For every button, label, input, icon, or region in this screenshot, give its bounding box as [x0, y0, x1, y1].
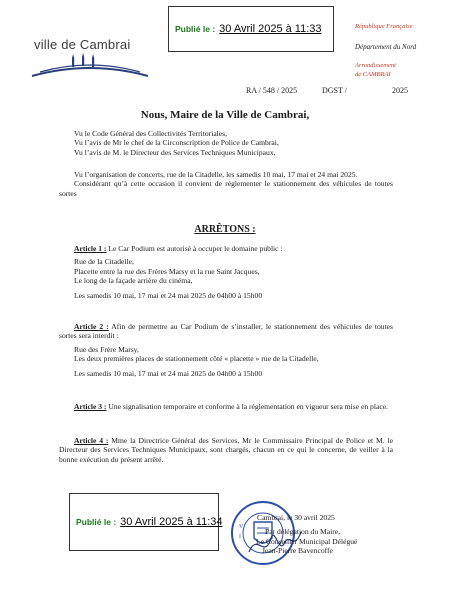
- published-date: 30 Avril 2025 à 11:33: [219, 23, 322, 35]
- signature-delegation: Par délégation du Maire,: [265, 527, 341, 537]
- visa-line: Vu le Code Général des Collectivités Territoriales,: [74, 129, 228, 138]
- article-3-heading: Article 3 :: [74, 402, 107, 411]
- svg-text:V: V: [239, 524, 244, 530]
- article-2: [59, 322, 393, 378]
- visa-line: Vu l’avis de Mr le chef de la Circonscription de Police de Cambrai,: [74, 138, 279, 148]
- visas-block: [74, 129, 404, 157]
- considerants-block: [59, 170, 393, 198]
- visa-line: Vu l’avis de M. le Directeur des Services Techniques Municipaux,: [74, 147, 276, 157]
- article-3: [59, 402, 393, 411]
- ref-service: DGST /: [322, 86, 347, 95]
- considerant-line: Considérant qu’à cette occasion il convient de réglementer le stationnement des véhicules de toutes sortes: [59, 179, 393, 198]
- article-2-line: Les deux premières places de stationnement côté « placette » rue de la Citadelle,: [74, 354, 319, 364]
- city-logo: [30, 52, 150, 78]
- article-2-line: Rue des Frère Marsy,: [74, 344, 139, 354]
- publication-stamp-bottom: [69, 493, 223, 551]
- article-1-heading: Article 1 :: [74, 244, 107, 253]
- arrondissement-label: Arrondissement de CAMBRAI: [355, 62, 396, 78]
- department-label: Département du Nord: [355, 43, 417, 51]
- signature-role: Le Conseiller Municipal Délégué: [256, 536, 358, 546]
- published-date: 30 Avril 2025 à 11:34: [120, 516, 223, 528]
- signatory-name: Jean-Pierre Bavencoffe: [262, 546, 333, 556]
- svg-text:I: I: [239, 534, 241, 540]
- signature-place-date: Cambrai, le 30 avril 2025: [257, 513, 335, 522]
- article-1-line: Placette entre la rue des Frères Marsy et la rue Saint Jacques,: [74, 266, 260, 276]
- article-1-dates: Les samedis 10 mai, 17 mai et 24 mai 2025 de 04h00 à 15h00: [74, 290, 263, 300]
- publication-stamp-top: [168, 6, 334, 52]
- published-label: Publié le :: [175, 24, 216, 34]
- article-2-dates: Les samedis 10 mai, 17 mai et 24 mai 2025 de 04h00 à 15h00: [74, 368, 263, 378]
- article-1-text: Le Car Podium est autorisé à occuper le domaine public :: [106, 244, 283, 253]
- handwritten-signature: [245, 522, 305, 562]
- article-1-line: Rue de la Citadelle,: [74, 257, 134, 267]
- published-label: Publié le :: [76, 517, 117, 527]
- considerant-line: Vu l’organisation de concerts, rue de la Citadelle, les samedis 10 mai, 17 mai et 24 mai 2025.: [74, 170, 358, 179]
- republic-label: République Française: [355, 23, 413, 30]
- article-1-line: Le long de la façade arrière du cinéma,: [74, 276, 193, 286]
- article-2-heading: Article 2 :: [74, 322, 109, 331]
- article-2-text: Afin de permettre au Car Podium de s’installer, le stationnement des véhicules de toutes sortes sera interdit :: [59, 322, 394, 341]
- article-4-text: Mme la Directrice Général des Services, Mr le Commissaire Principal de Police et M. le Directeur des Services Techniques Municipaux, sont chargés, chacun en ce qui le concerne, de veiller à la bonne exécution du présent arrêté.: [59, 436, 393, 464]
- logo-text: ville de Cambrai: [34, 37, 131, 52]
- article-1: [59, 244, 393, 300]
- article-4: [59, 436, 393, 464]
- decree-heading: ARRÊTONS :: [194, 224, 256, 235]
- article-3-text: Une signalisation temporaire et conforme à la réglementation en vigueur sera mise en place.: [106, 402, 388, 411]
- page-title: Nous, Maire de la Ville de Cambrai,: [140, 109, 310, 121]
- ref-number: RA / 548 / 2025: [246, 86, 298, 95]
- ref-year: 2025: [392, 86, 408, 95]
- article-4-heading: Article 4 :: [74, 436, 109, 445]
- administrative-header: [355, 22, 445, 79]
